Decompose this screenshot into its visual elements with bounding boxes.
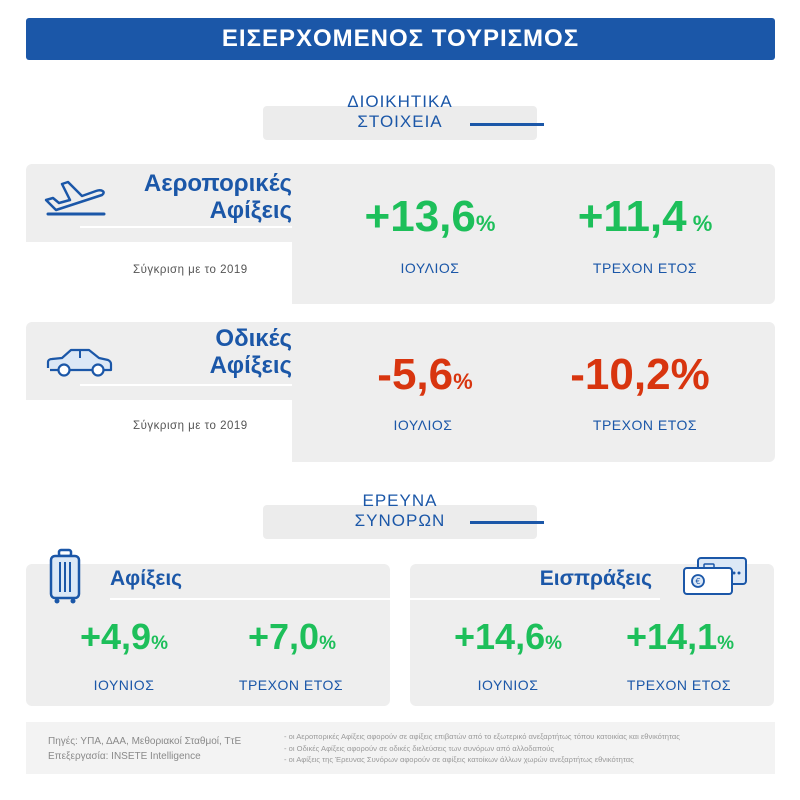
footer-notes: - οι Αεροπορικές Αφίξεις αφορούν σε αφίξεις επιβατών από το εξωτερικό ανεξαρτήτως τόπου κατοικίας και εθνικότητας - οι Οδικές Αφίξεις αφορούν σε οδικές διελεύσεις των συνόρων από αλλοδαπούς - οι Αφίξεις της Έρευνας Συνόρων αφορούν σε αφίξεις κατοίκων άλλων χωρών ανεξαρτήτως εθνικότητας bbox=[284, 732, 680, 764]
admin-section-line bbox=[470, 123, 544, 126]
road-month-value: -5,6% bbox=[377, 350, 473, 399]
suitcase-icon bbox=[48, 548, 82, 604]
receipts-title-underline bbox=[410, 598, 660, 600]
road-comparison-label: Σύγκριση με το 2019 bbox=[133, 420, 248, 432]
survey-arrivals-ytd-value: +7,0% bbox=[248, 616, 336, 657]
svg-text:€: € bbox=[695, 577, 701, 586]
page-title-banner bbox=[26, 18, 775, 60]
air-comparison-label: Σύγκριση με το 2019 bbox=[133, 264, 248, 276]
road-ytd-label: ΤΡΕΧΟΝ ΕΤΟΣ bbox=[592, 417, 698, 433]
survey-arrivals-title: Αφίξεις bbox=[110, 567, 183, 590]
survey-receipts-ytd-value: +14,1% bbox=[626, 616, 734, 657]
footer-sources: Πηγές: ΥΠΑ, ΔΑΑ, Μεθοριακοί Σταθμοί, ΤτΕ Επεξεργασία: INSETE Intelligence bbox=[48, 736, 242, 762]
road-title-underline bbox=[80, 384, 292, 386]
survey-receipts-month-value: +14,6% bbox=[454, 616, 562, 657]
survey-section-title: ΕΡΕΥΝΑ ΣΥΝΟΡΩΝ bbox=[354, 491, 446, 530]
survey-section-line bbox=[470, 521, 544, 524]
page-title: ΕΙΣΕΡΧΟΜΕΝΟΣ ΤΟΥΡΙΣΜΟΣ bbox=[221, 25, 580, 52]
admin-section-title: ΔΙΟΙΚΗΤΙΚΑ ΣΤΟΙΧΕΙΑ bbox=[347, 92, 453, 131]
air-month-label: ΙΟΥΛΙΟΣ bbox=[400, 260, 460, 276]
air-arrivals-title: Αεροπορικές Αφίξεις bbox=[143, 170, 292, 224]
survey-receipts-title: Εισπράξεις bbox=[539, 567, 652, 590]
air-ytd-value: +11,4 % bbox=[577, 192, 713, 241]
survey-arrivals-ytd-label: ΤΡΕΧΟΝ ΕΤΟΣ bbox=[238, 677, 344, 693]
road-month-label: ΙΟΥΛΙΟΣ bbox=[393, 417, 453, 433]
survey-receipts-ytd-label: ΤΡΕΧΟΝ ΕΤΟΣ bbox=[626, 677, 732, 693]
road-arrivals-title: Οδικές Αφίξεις bbox=[209, 325, 292, 379]
survey-arrivals-month-label: ΙΟΥΝΙΟΣ bbox=[93, 677, 155, 693]
air-month-value: +13,6% bbox=[364, 192, 496, 241]
air-ytd-label: ΤΡΕΧΟΝ ΕΤΟΣ bbox=[592, 260, 698, 276]
arrivals-title-underline bbox=[110, 598, 390, 600]
road-panel-cutout bbox=[26, 400, 292, 464]
payment-card-icon bbox=[680, 556, 750, 596]
survey-receipts-month-label: ΙΟΥΝΙΟΣ bbox=[477, 677, 539, 693]
road-ytd-value: -10,2% bbox=[570, 350, 710, 399]
airplane-takeoff-icon bbox=[42, 180, 108, 216]
survey-arrivals-month-value: +4,9% bbox=[80, 616, 168, 657]
air-title-underline bbox=[80, 226, 292, 228]
